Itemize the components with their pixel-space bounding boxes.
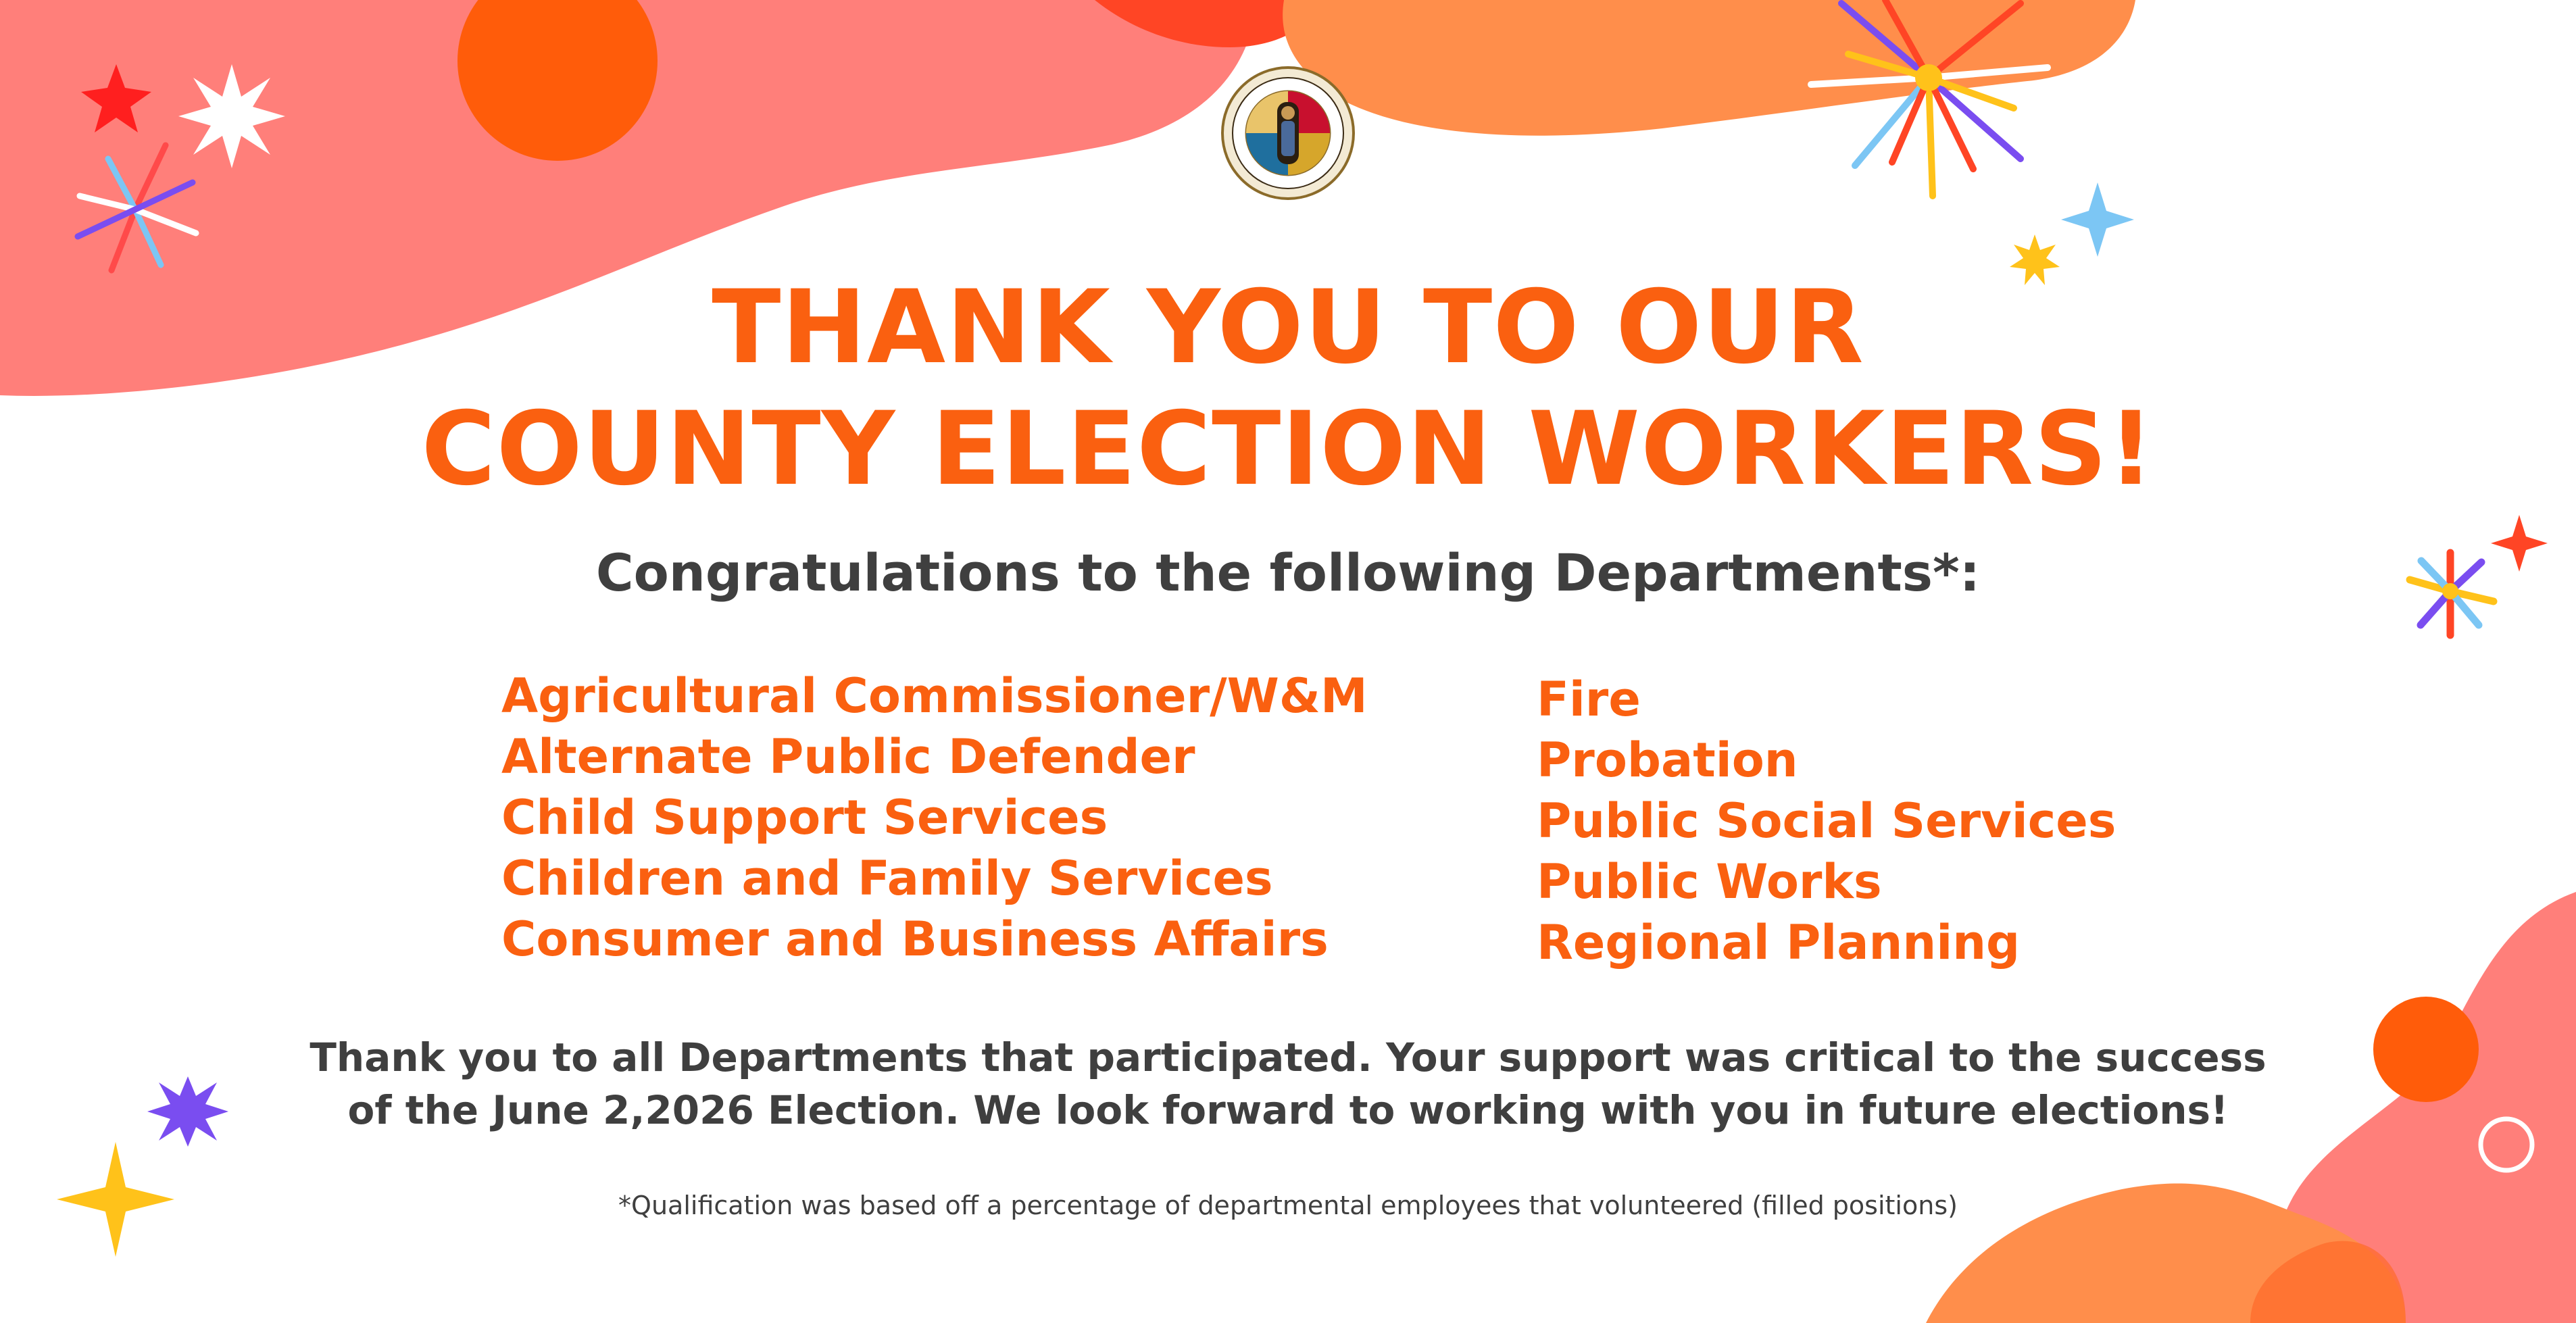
county-seal-logo	[1220, 66, 1356, 201]
thank-you-line-1: Thank you to all Departments that participated. Your support was critical to the success	[309, 1034, 2267, 1080]
department-item: Consumer and Business Affairs	[501, 912, 1329, 967]
thank-you-line-2: of the June 2,2026 Election. We look forward to working with you in future elections!	[347, 1087, 2229, 1133]
page-title	[0, 267, 2576, 510]
department-list-right	[1537, 669, 2116, 973]
qualification-footnote: *Qualification was based off a percentage of departmental employees that volunteered (filled positions)	[618, 1191, 1958, 1220]
department-item: Agricultural Commissioner/W&M	[501, 668, 1368, 724]
department-item: Children and Family Services	[501, 851, 1273, 906]
department-item: Public Works	[1537, 854, 1882, 909]
department-item: Regional Planning	[1537, 915, 2021, 970]
thank-you-message	[0, 1031, 2576, 1137]
department-item: Fire	[1537, 672, 1641, 727]
title-line-1: THANK YOU TO OUR	[712, 269, 1864, 386]
blue-sparkle-icon	[2061, 182, 2134, 257]
department-item: Alternate Public Defender	[501, 729, 1195, 784]
department-list-left	[501, 666, 1368, 970]
county-seal-icon	[1220, 66, 1356, 201]
congratulations-subtitle: Congratulations to the following Departments*:	[595, 543, 1981, 603]
title-line-2: COUNTY ELECTION WORKERS!	[421, 391, 2155, 508]
department-item: Child Support Services	[501, 790, 1108, 845]
department-item: Probation	[1537, 732, 1798, 788]
department-item: Public Social Services	[1537, 793, 2116, 849]
